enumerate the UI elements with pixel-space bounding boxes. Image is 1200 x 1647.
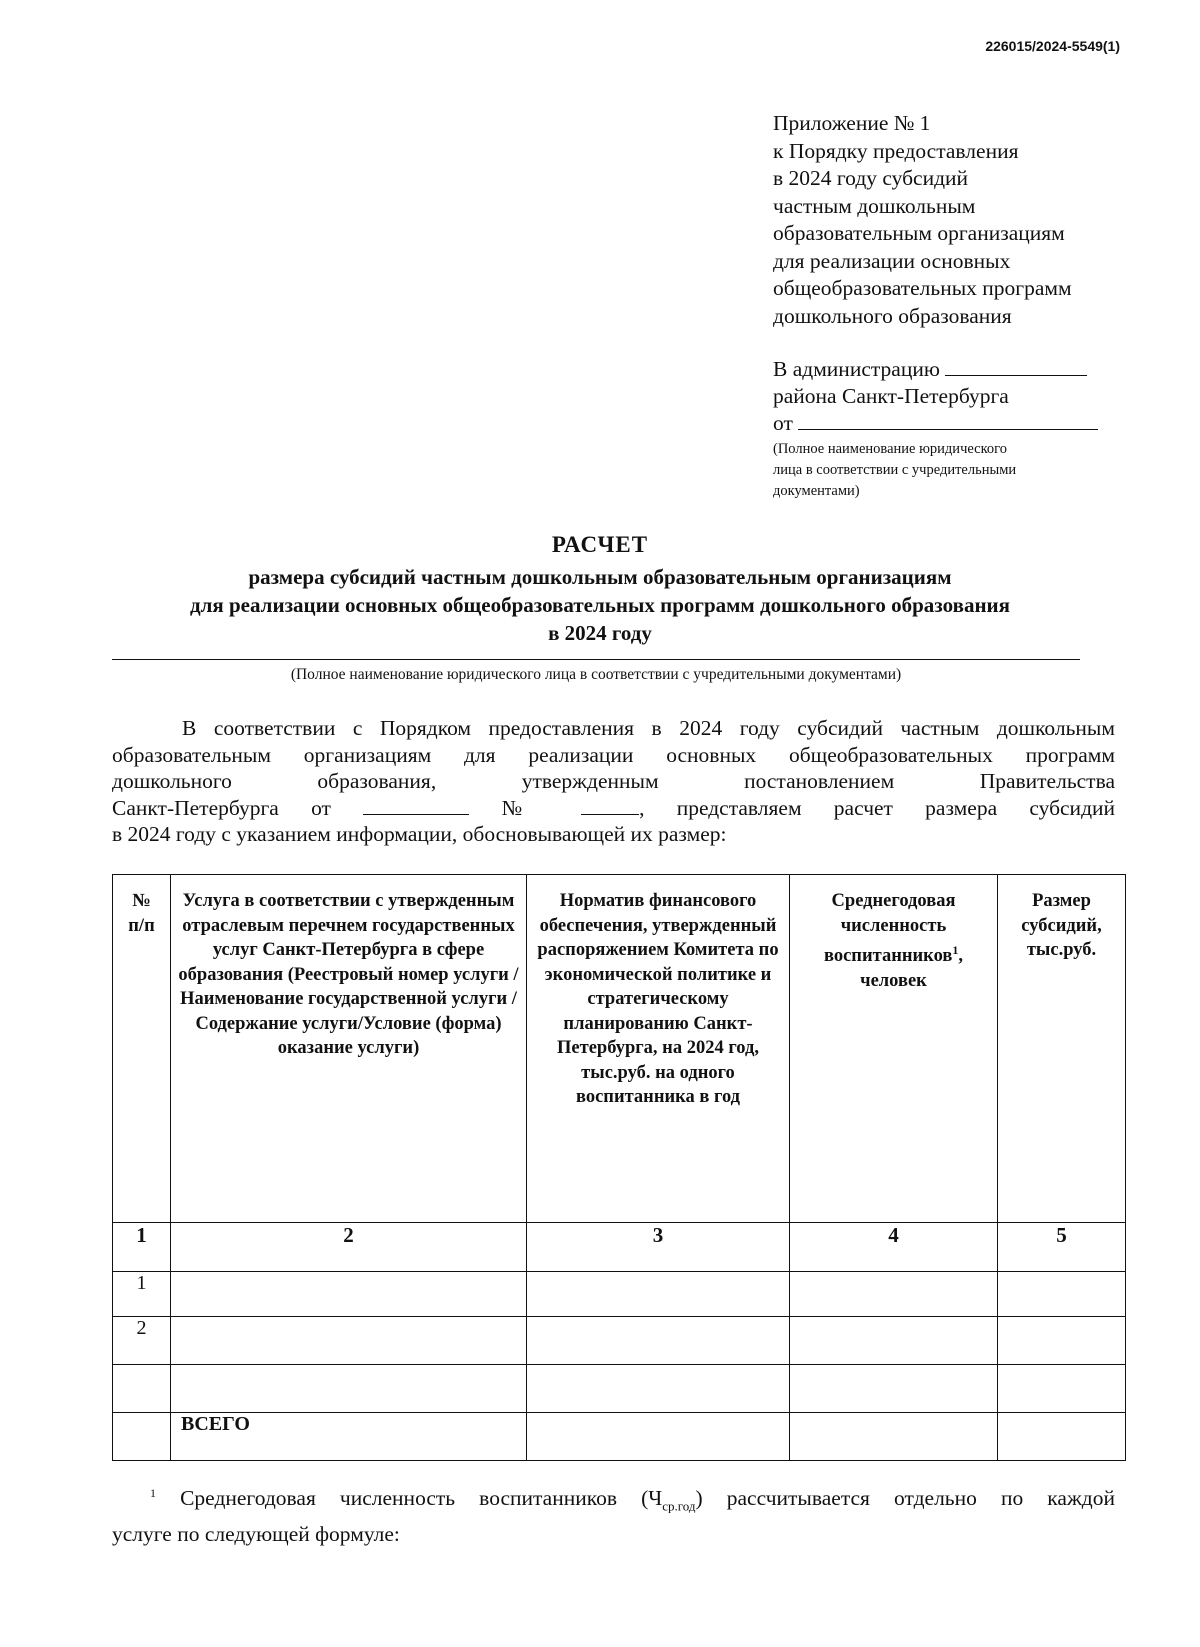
- total-label: ВСЕГО: [171, 1413, 527, 1461]
- addressee-label: В администрацию: [773, 357, 940, 381]
- sender-blank[interactable]: [798, 411, 1098, 430]
- footnote-marker: 1: [150, 1486, 156, 1500]
- subsidy-cell[interactable]: [998, 1272, 1126, 1317]
- table-row: 1: [113, 1272, 1126, 1317]
- appendix-line: дошкольного образования: [773, 303, 1012, 328]
- header-subsidy: Размер субсидий, тыс.руб.: [998, 875, 1126, 1223]
- decree-number-blank[interactable]: [581, 796, 639, 815]
- district-label: района Санкт-Петербурга: [773, 384, 1009, 408]
- table-row: [113, 1365, 1126, 1413]
- decree-date-blank[interactable]: [363, 796, 469, 815]
- appendix-reference: [773, 110, 1173, 330]
- appendix-line: общеобразовательных программ: [773, 276, 1072, 300]
- from-label: от: [773, 411, 793, 435]
- header-norm: Норматив финансового обеспечения, утвержденный распоряжением Комитета по экономической политике и стратегическому планированию Санкт-Петербурга, на 2024 год, тыс.руб. на одного воспитанника в год: [527, 875, 790, 1223]
- table-row: 2: [113, 1317, 1126, 1365]
- appendix-line: в 2024 году субсидий: [773, 166, 969, 190]
- service-cell[interactable]: [171, 1365, 527, 1413]
- appendix-line: Приложение № 1: [773, 111, 931, 135]
- appendix-line: образовательным организациям: [773, 221, 1065, 245]
- norm-cell[interactable]: [527, 1317, 790, 1365]
- sender-note: (Полное наименование юридического лица в соответствии с учредительными документами): [773, 441, 1017, 499]
- addressee-block: [773, 356, 1173, 502]
- document-number: 226015/2024-5549(1): [985, 38, 1120, 54]
- header-headcount: Среднегодовая численность воспитанников$^1$, человек: [790, 875, 998, 1223]
- table-header-row: [113, 875, 1126, 1223]
- district-blank[interactable]: [945, 357, 1087, 376]
- footnote: $^1$ Среднегодовая численность воспитанников $(Ч_{ср.год})$ рассчитывается отдельно по каждой услуге по следующей формуле:: [112, 1486, 1115, 1547]
- service-cell[interactable]: [171, 1272, 527, 1317]
- total-subsidy-cell[interactable]: [998, 1413, 1126, 1461]
- subsidy-cell[interactable]: [998, 1365, 1126, 1413]
- title-line: размера субсидий частным дошкольным образовательным организациям: [248, 565, 952, 589]
- total-norm-cell[interactable]: [527, 1413, 790, 1461]
- appendix-line: к Порядку предоставления: [773, 138, 1019, 163]
- headcount-cell[interactable]: [790, 1317, 998, 1365]
- title-main: РАСЧЕТ: [551, 532, 649, 557]
- column-number-row: 1 2 3 4 5: [113, 1223, 1126, 1272]
- intro-paragraph: В соответствии с Порядком предоставления в 2024 году субсидий частным дошкольным образовательным организациям для реализации основных общеобразовательных программ дошкольного образования, утвержденным постановлением Правительства Санкт-Петербурга от № , представляем расчет размера субсидий в 2024 году с указанием информации, обосновывающей их размер:: [112, 716, 1116, 846]
- legal-entity-blank[interactable]: [112, 659, 1080, 660]
- headcount-cell[interactable]: [790, 1272, 998, 1317]
- norm-cell[interactable]: [527, 1272, 790, 1317]
- legal-entity-caption: (Полное наименование юридического лица в соответствии с учредительными документами): [290, 666, 902, 683]
- service-cell[interactable]: [171, 1317, 527, 1365]
- appendix-line: частным дошкольным: [773, 193, 976, 218]
- total-headcount-cell[interactable]: [790, 1413, 998, 1461]
- subsidy-cell[interactable]: [998, 1317, 1126, 1365]
- document-title: [110, 531, 1090, 647]
- title-line: в 2024 году: [548, 621, 652, 645]
- total-row: [113, 1413, 1126, 1461]
- title-line: для реализации основных общеобразовательных программ дошкольного образования: [189, 593, 1010, 617]
- header-service: Услуга в соответствии с утвержденным отраслевым перечнем государственных услуг Санкт-Петербурга в сфере образования (Реестровый номер услуги /Наименование государственной услуги /Содержание услуги/Условие (форма) оказание услуги): [171, 875, 527, 1223]
- subsidy-table: [112, 874, 1126, 1461]
- appendix-line: для реализации основных: [773, 248, 1011, 273]
- headcount-cell[interactable]: [790, 1365, 998, 1413]
- norm-cell[interactable]: [527, 1365, 790, 1413]
- header-number: № п/п: [113, 875, 171, 1223]
